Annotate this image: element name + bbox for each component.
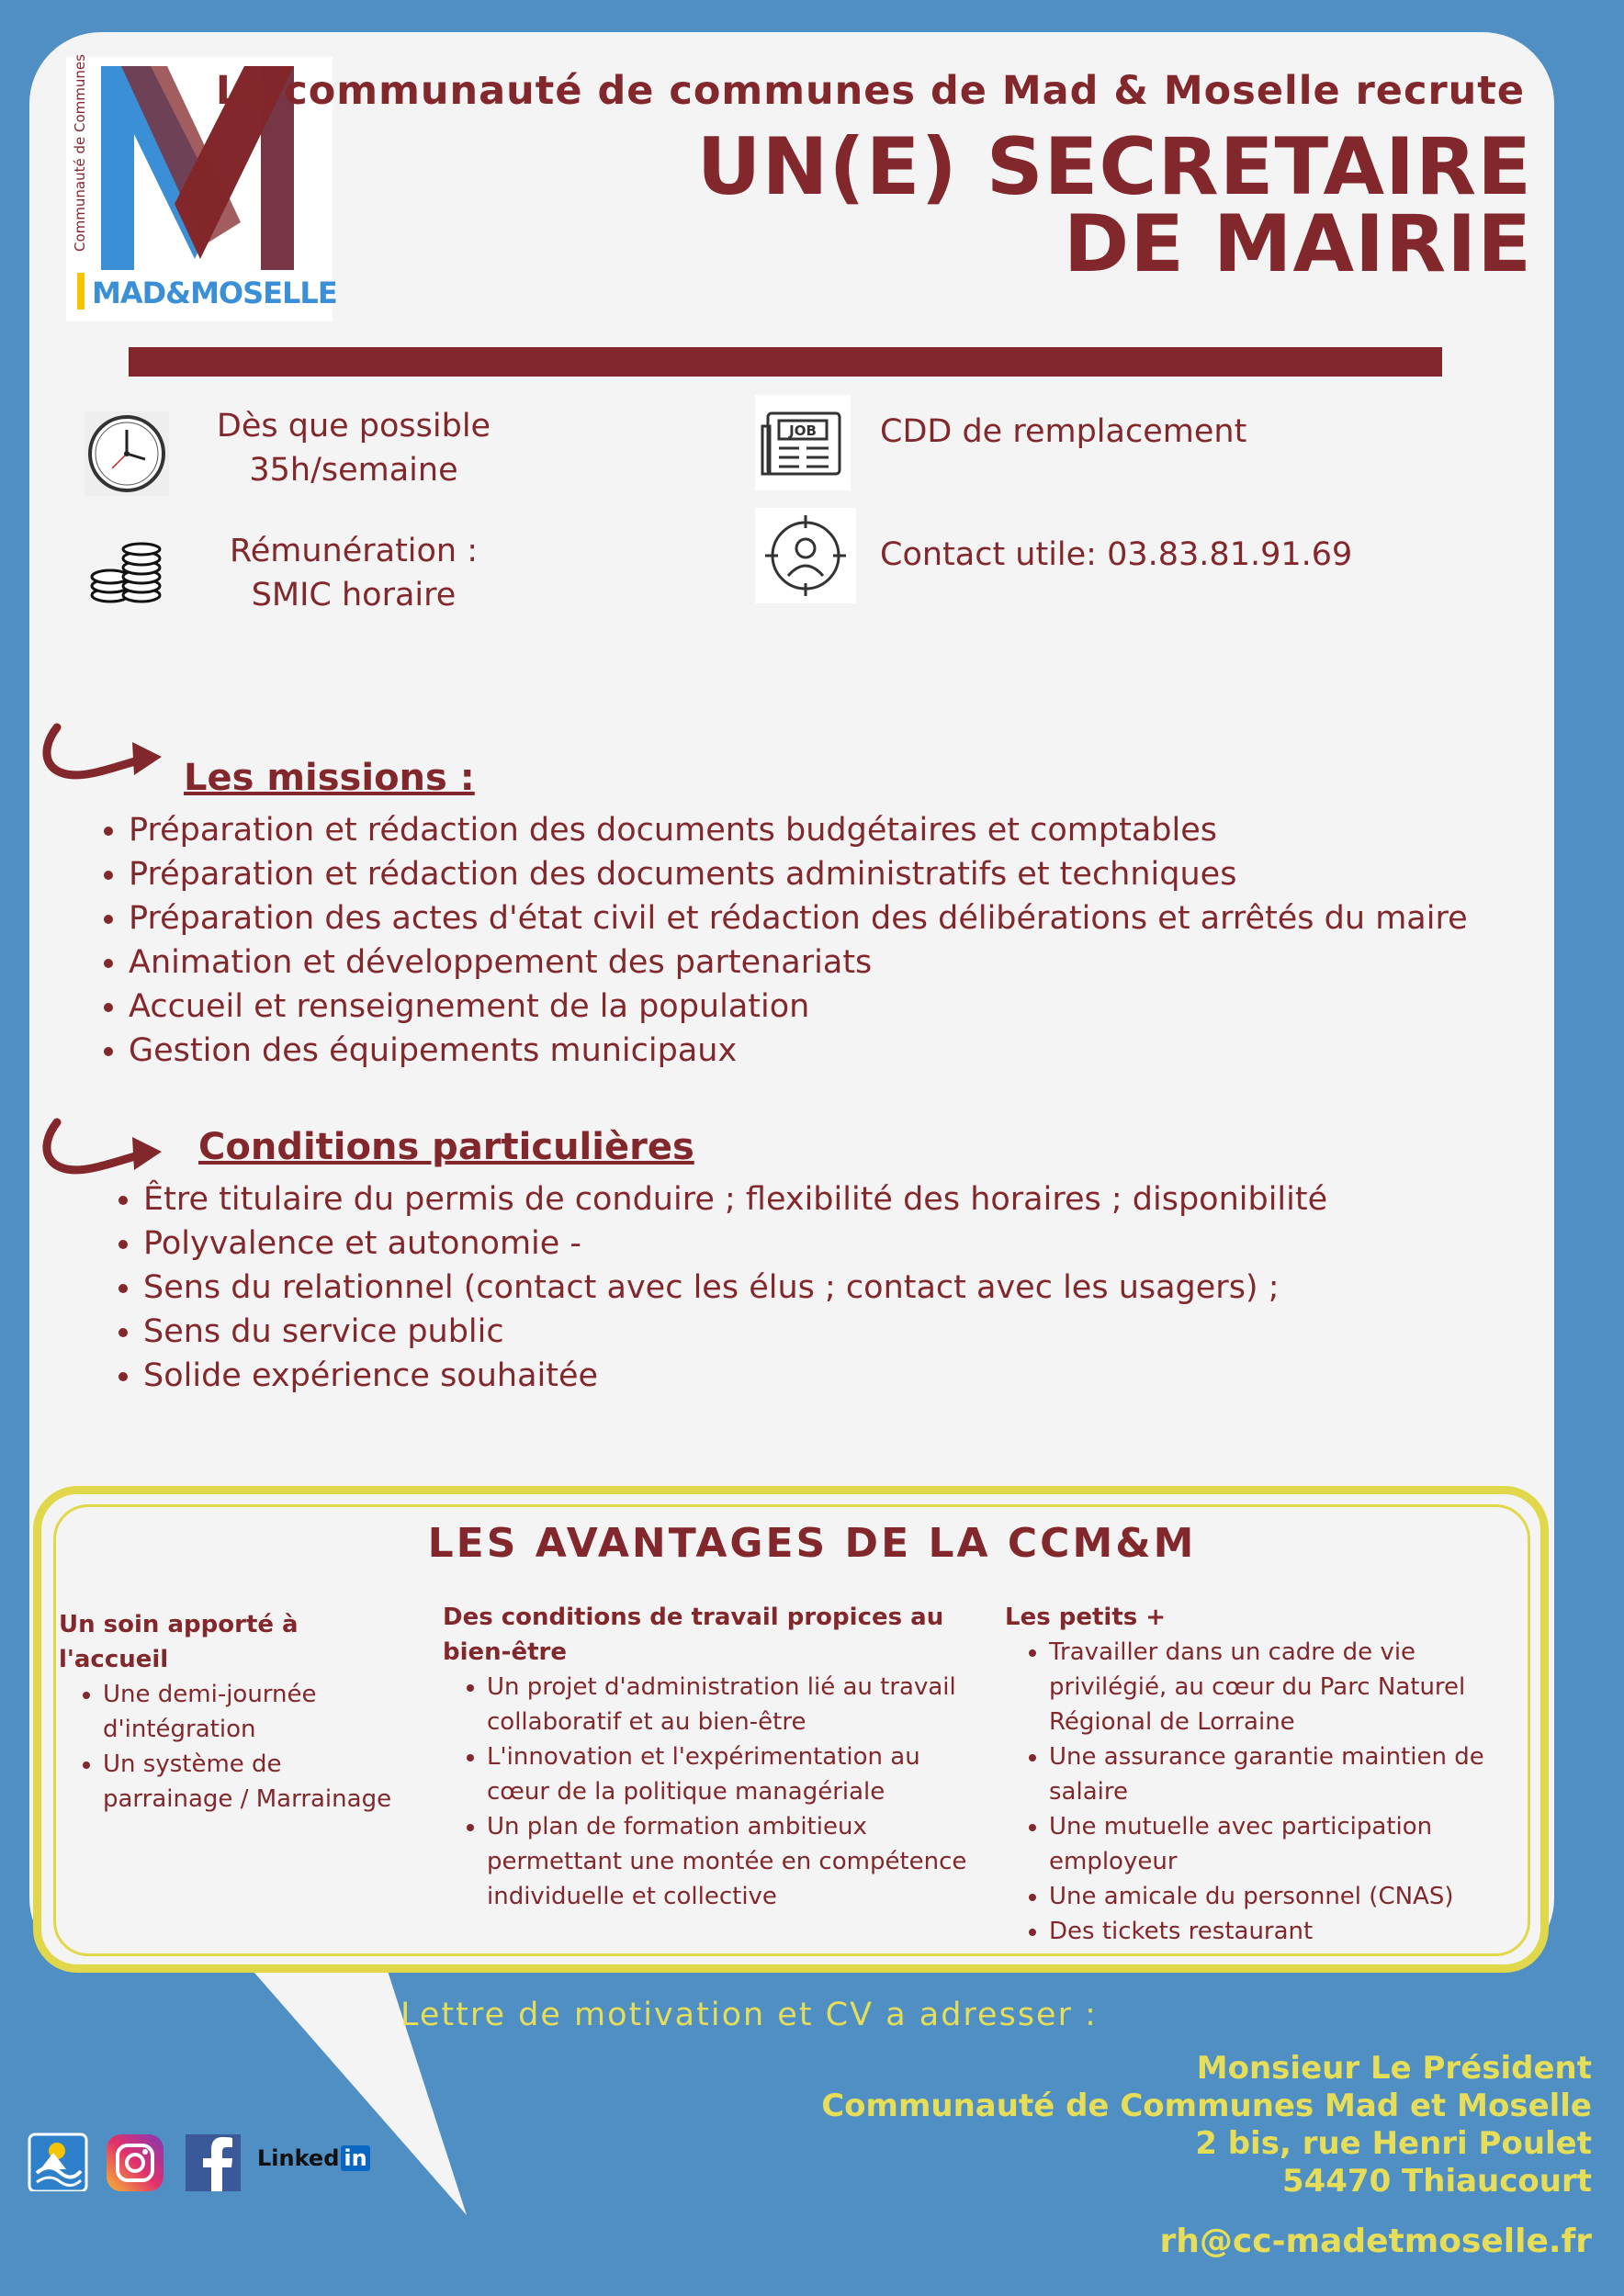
advantages-title: LES AVANTAGES DE LA CCM&M <box>427 1520 1197 1567</box>
list-item: • Un plan de formation ambitieux permettant une montée en compétence individuelle et collective <box>487 1809 976 1914</box>
list-item: • Un système de parrainage / Marrainage <box>103 1747 408 1817</box>
address-organization: Communauté de Communes Mad et Moselle <box>821 2088 1592 2124</box>
list-item: • Préparation des actes d'état civil et rédaction des délibérations et arrêtés du maire <box>129 896 1468 940</box>
advantages-col-welcome <box>59 1607 408 1817</box>
contract-type: CDD de remplacement <box>880 413 1247 450</box>
clock-icon <box>85 411 169 496</box>
pay-info <box>184 529 524 617</box>
list-item: • Solide expérience souhaitée <box>143 1354 1327 1398</box>
missions-list <box>92 808 1468 1073</box>
logo-vertical-text: Communauté de Communes <box>72 54 88 252</box>
curved-arrow-icon <box>37 716 165 790</box>
facebook-icon[interactable] <box>184 2133 242 2191</box>
col-heading: Les petits + <box>1005 1604 1167 1631</box>
start-date: Dès que possible <box>216 408 491 445</box>
list-item: • Sens du relationnel (contact avec les élus ; contact avec les usagers) ; <box>143 1266 1327 1310</box>
list-item: • Une demi-journée d'intégration <box>103 1677 408 1747</box>
weekly-hours: 35h/semaine <box>249 452 458 489</box>
job-icon-label: JOB <box>789 422 817 439</box>
list-item: • Une mutuelle avec participation employeur <box>1049 1809 1519 1879</box>
list-item: • Gestion des équipements municipaux <box>129 1029 1468 1073</box>
list-item: • Des tickets restaurant <box>1049 1914 1519 1949</box>
list-item: • L'innovation et l'expérimentation au cœur de la politique managériale <box>487 1739 976 1809</box>
title-divider <box>129 347 1442 377</box>
address-street: 2 bis, rue Henri Poulet <box>1195 2125 1592 2162</box>
curved-arrow-icon <box>37 1111 165 1185</box>
contact-email[interactable]: rh@cc-madetmoselle.fr <box>1159 2223 1592 2260</box>
contact-phone: Contact utile: 03.83.81.91.69 <box>880 536 1353 573</box>
application-instructions: Lettre de motivation et CV a adresser : <box>400 1997 1098 2033</box>
address-recipient: Monsieur Le Président <box>1196 2050 1592 2087</box>
linkedin-in-badge: in <box>341 2145 369 2171</box>
list-item: • Une assurance garantie maintien de salaire <box>1049 1739 1519 1809</box>
list-item: • Être titulaire du permis de conduire ; flexibilité des horaires ; disponibilité <box>143 1177 1327 1221</box>
start-info <box>184 404 524 492</box>
title-line-2: DE MAIRIE <box>1063 198 1532 290</box>
contact-target-icon <box>755 508 856 603</box>
page-title <box>696 121 1532 290</box>
postal-address <box>821 2050 1592 2200</box>
col-heading: Des conditions de travail propices au bien-être <box>443 1604 944 1666</box>
conditions-title: Conditions particulières <box>198 1126 694 1168</box>
list-item: • Travailler dans un cadre de vie privilégié, au cœur du Parc Naturel Régional de Lorraine <box>1049 1635 1519 1739</box>
list-item: • Un projet d'administration lié au travail collaboratif et au bien-être <box>487 1670 976 1739</box>
missions-title: Les missions : <box>184 757 475 799</box>
linkedin-text: Linked <box>257 2145 340 2171</box>
pay-label: Rémunération : <box>229 533 479 569</box>
pay-value: SMIC horaire <box>251 577 457 613</box>
list-item: • Préparation et rédaction des documents administratifs et techniques <box>129 852 1468 896</box>
tourism-icon[interactable] <box>28 2133 88 2191</box>
instagram-icon[interactable] <box>105 2133 165 2191</box>
conditions-list <box>107 1177 1327 1398</box>
linkedin-icon[interactable] <box>257 2145 370 2204</box>
logo-brand: MAD&MOSELLE <box>92 276 337 310</box>
list-item: • Accueil et renseignement de la population <box>129 985 1468 1029</box>
col-heading: Un soin apporté à l'accueil <box>59 1611 299 1673</box>
coins-icon <box>85 542 164 606</box>
advantages-col-wellbeing <box>443 1600 976 1914</box>
list-item: • Polyvalence et autonomie - <box>143 1221 1327 1266</box>
list-item: • Animation et développement des partenariats <box>129 940 1468 985</box>
advantages-col-extras <box>1005 1600 1519 1949</box>
list-item: • Sens du service public <box>143 1310 1327 1354</box>
title-line-1: UN(E) SECRETAIRE <box>696 121 1532 213</box>
recruitment-intro: La communauté de communes de Mad & Moselle recrute <box>215 68 1525 114</box>
list-item: • Une amicale du personnel (CNAS) <box>1049 1879 1519 1914</box>
address-city: 54470 Thiaucourt <box>1281 2163 1592 2200</box>
list-item: • Préparation et rédaction des documents budgétaires et comptables <box>129 808 1468 852</box>
job-newspaper-icon <box>755 395 851 490</box>
